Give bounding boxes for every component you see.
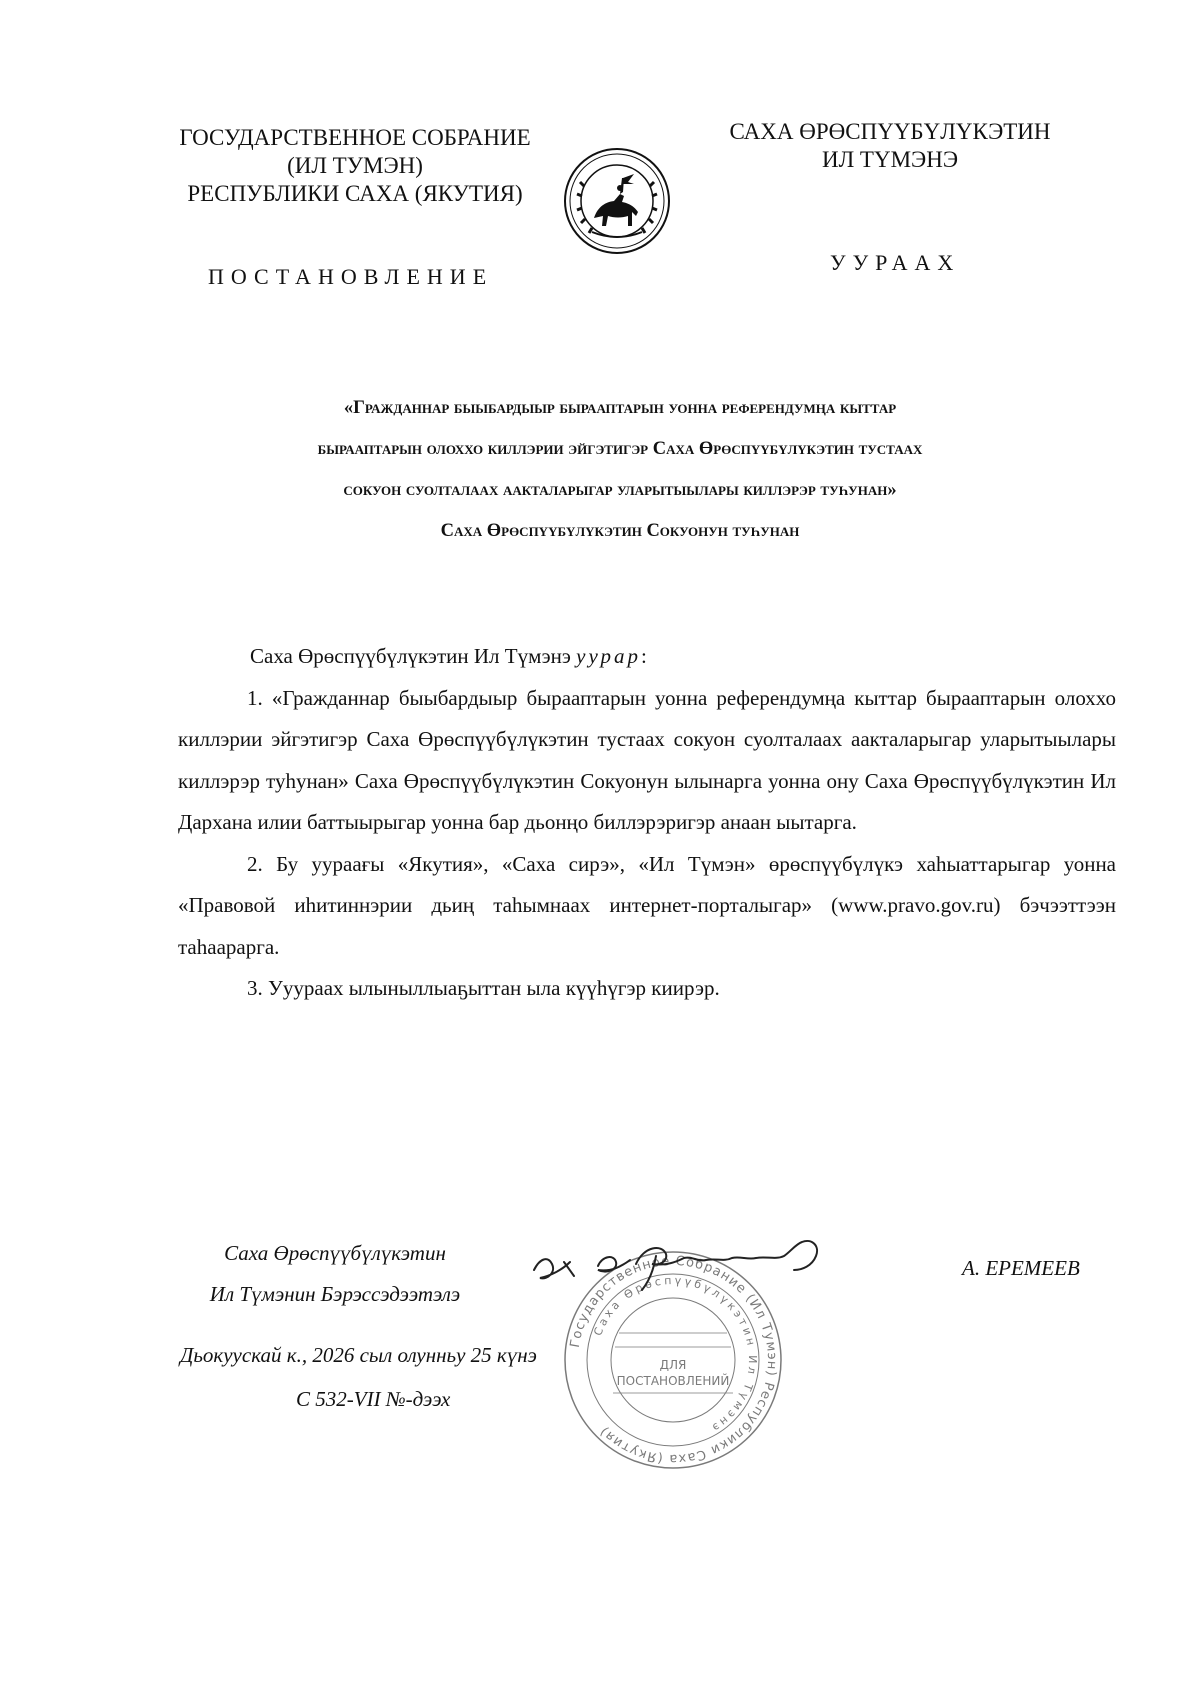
handwritten-signature <box>526 1236 844 1300</box>
title-line-4: Саха Өрөспүүбүлүкэтин Сокуонун туһунан <box>440 521 800 541</box>
stamp-center-line-2: ПОСТАНОВЛЕНИЙ <box>616 1374 730 1388</box>
signatory-title-line-1: Саха Өрөспүүбүлүкэтин <box>224 1241 446 1265</box>
place-date: Дьокуускай к., 2026 сыл олунньу 25 күнэ <box>180 1343 537 1367</box>
document-title <box>170 388 1070 552</box>
signatory-title-line-2: Ил Түмэнин Бэрэссэдээтэлэ <box>209 1282 461 1306</box>
document-number: С 532-VII №-дээх <box>296 1387 451 1411</box>
doctype-sakha: УУРААХ <box>830 250 961 275</box>
emblem-icon <box>562 146 672 256</box>
stamp-center-line-1: ДЛЯ <box>659 1358 687 1372</box>
header-left-line-1: ГОСУДАРСТВЕННОЕ СОБРАНИЕ <box>179 125 531 150</box>
item-3: 3. Ууураах ылыныллыаҕыттан ыла күүһүгэр киирэр. <box>247 976 720 1000</box>
header-right-line-2: ИЛ ТҮМЭНЭ <box>821 147 959 172</box>
header-right <box>700 118 1080 174</box>
stamp-inner-text: Саха Өрөспүүбүлүкэтин Ил Түмэнэ <box>591 1273 760 1436</box>
item-1: 1. «Гражданнар быыбардыыр бырааптарын уонна референдумңа кыттар бырааптарын олоххо киллэрии эйгэтигэр Саха Өрөспүүбүлүкэтин тустаах сокуон суолталаах аакталарыгар уларытыылары киллэрэр туһунан» Саха Өрөспүүбүлүкэтин Сокуонун ылынарга уонна ону Саха Өрөспүүбүлүкэтин Ил Дархана илии баттыырыгар уонна бар дьонңо биллэрэригэр анаан ыытарга. <box>178 685 1116 834</box>
intro-suffix: : <box>641 644 647 668</box>
header-left-line-2: (ИЛ ТУМЭН) <box>287 153 423 178</box>
document-body <box>178 636 1116 1010</box>
signatory-name: А. ЕРЕМЕЕВ <box>962 1256 1080 1280</box>
header-right-line-1: САХА ӨРӨСПҮҮБҮЛҮКЭТИН <box>729 119 1051 144</box>
stamp-outer-text: Государственное Собрание (Ил Тумэн) Республики Саха (Якутия) <box>567 1253 780 1467</box>
header-left <box>120 124 590 208</box>
item-2: 2. Бу уураағы «Якутия», «Саха сирэ», «Ил Түмэн» өрөспүүбүлүкэ хаһыаттарыгар уонна «Правовой иһитиннэрии дьиң таһымнаах интернет-порталыгар» (www.pravo.gov.ru) бэчээттээн таһаарарга. <box>178 851 1116 959</box>
title-line-2: бырааптарын олоххо киллэрии эйгэтигэр Саха Өрөспүүбүлүкэтин тустаах <box>317 439 923 459</box>
title-line-1: «Гражданнар быыбардыыр бырааптарын уонна референдумңа кыттар <box>343 398 897 418</box>
intro-paragraph <box>178 636 1116 678</box>
header-left-line-3: РЕСПУБЛИКИ САХА (ЯКУТИЯ) <box>187 181 523 206</box>
intro-prefix: Саха Өрөспүүбүлүкэтин Ил Түмэнэ <box>250 644 577 668</box>
signatory-title <box>180 1233 490 1315</box>
intro-decree-word: уурар <box>576 644 642 668</box>
title-line-3: сокуон суолталаах аакталарыгар уларытыылары киллэрэр туһунан» <box>343 480 897 500</box>
doctype-ru: ПОСТАНОВЛЕНИЕ <box>208 264 494 289</box>
